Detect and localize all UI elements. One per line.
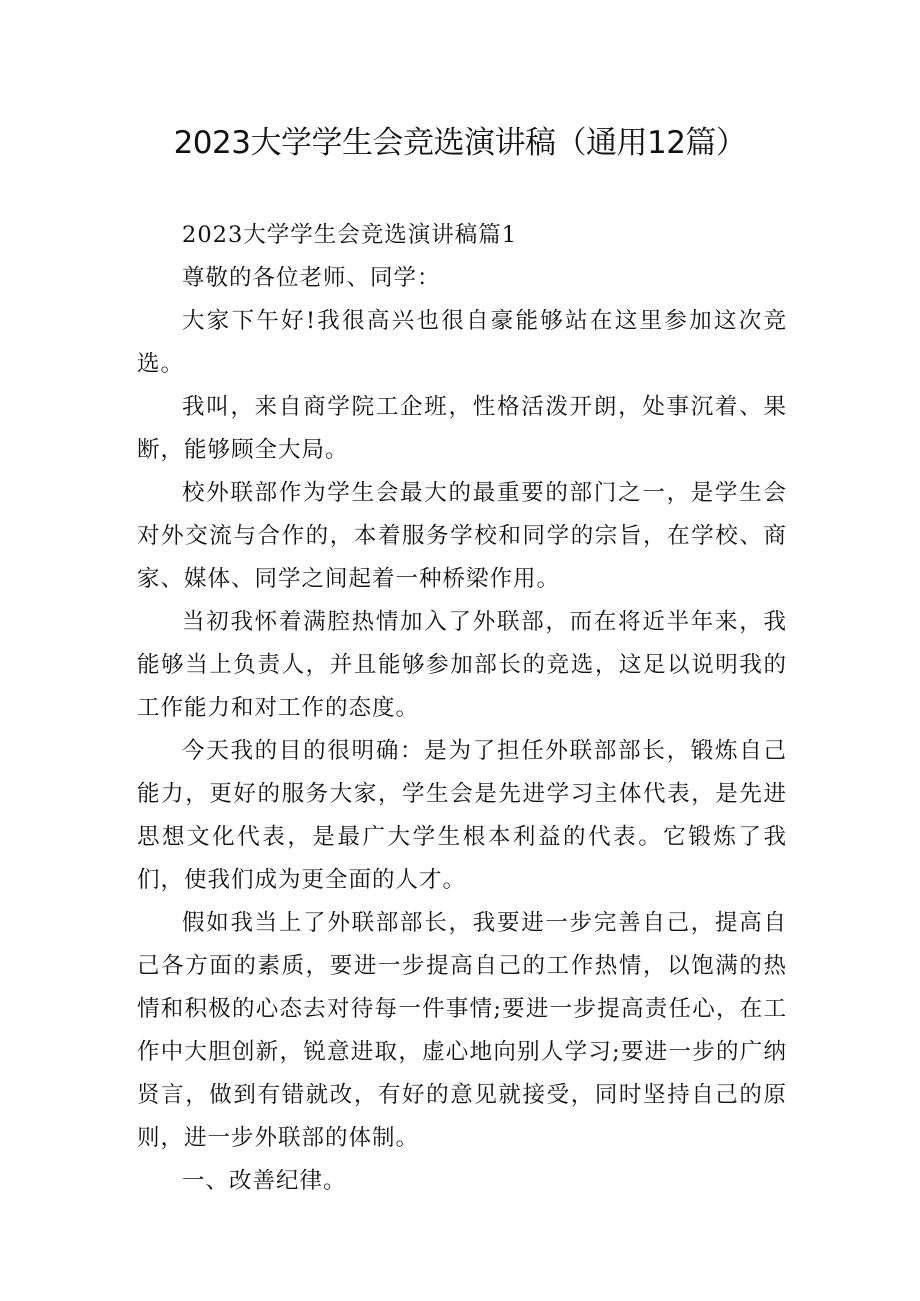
paragraph-greeting: 大家下午好!我很高兴也很自豪能够站在这里参加这次竞选。 <box>137 308 787 377</box>
section-heading-discipline: 一、改善纪律。 <box>182 1168 347 1194</box>
document-title: 2023大学学生会竞选演讲稿（通用12篇） <box>173 125 747 161</box>
paragraph-self-intro: 我叫，来自商学院工企班，性格活泼开朗，处事沉着、果断，能够顾全大局。 <box>137 394 787 463</box>
salutation: 尊敬的各位老师、同学： <box>182 265 441 291</box>
paragraph-plan: 假如我当上了外联部部长，我要进一步完善自己，提高自己各方面的素质，要进一步提高自己的工作热情，以饱满的热情和积极的心态去对待每一件事情;要进一步提高责任心，在工作中大胆创新，锐意进取，虚心地向别人学习;要进一步的广纳贤言，做到有错就改，有好的意见就接受，同时坚持自己的原则，进一步外联部的体制。 <box>137 910 787 1151</box>
document-body <box>137 214 787 1203</box>
paragraph-goal: 今天我的目的很明确：是为了担任外联部部长，锻炼自己能力，更好的服务大家，学生会是先进学习主体代表，是先进思想文化代表，是最广大学生根本利益的代表。它锻炼了我们，使我们成为更全面的人才。 <box>137 738 787 893</box>
paragraph-department-role: 校外联部作为学生会最大的最重要的部门之一，是学生会对外交流与合作的，本着服务学校和同学的宗旨，在学校、商家、媒体、同学之间起着一种桥梁作用。 <box>137 480 787 592</box>
section-subtitle: 2023大学学生会竞选演讲稿篇1 <box>182 222 518 248</box>
paragraph-experience: 当初我怀着满腔热情加入了外联部，而在将近半年来，我能够当上负责人，并且能够参加部长的竞选，这足以说明我的工作能力和对工作的态度。 <box>137 609 787 721</box>
